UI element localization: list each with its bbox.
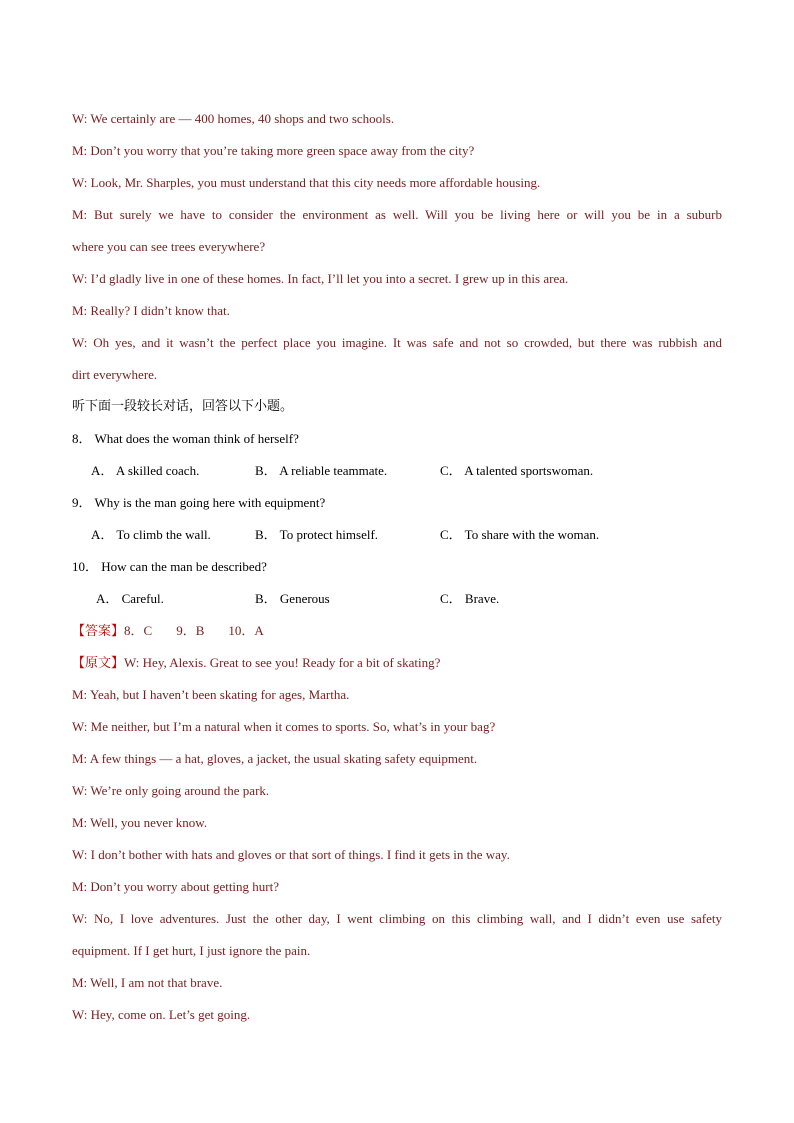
transcript-first-line: [72, 647, 722, 679]
transcript-line: W: Hey, come on. Let’s get going.: [72, 1007, 251, 1022]
option-a: A． To climb the wall.: [91, 527, 211, 542]
option-c: C． A talented sportswoman.: [440, 463, 594, 478]
question-10-options: [72, 583, 722, 615]
option-c: C． Brave.: [440, 591, 500, 606]
answer-line: [72, 615, 722, 647]
transcript-text: W: Hey, Alexis. Great to see you! Ready for a bit of skating?: [124, 655, 441, 670]
dialogue-line: W: We certainly are — 400 homes, 40 shops and two schools.: [72, 111, 395, 126]
question-9-stem: 9． Why is the man going here with equipment?: [72, 495, 326, 510]
transcript-line: W: Me neither, but I’m a natural when it comes to sports. So, what’s in your bag?: [72, 719, 496, 734]
dialogue-line: W: Oh yes, and it wasn’t the perfect place you imagine. It was safe and not so crowded, but there was rubbish and: [72, 335, 722, 350]
option-a: A． A skilled coach.: [91, 463, 200, 478]
transcript-line: W: No, I love adventures. Just the other day, I went climbing on this climbing wall, and I didn’t even use safety: [72, 911, 722, 926]
dialogue-line: M: Really? I didn’t know that.: [72, 303, 230, 318]
transcript-line: M: Well, I am not that brave.: [72, 975, 223, 990]
option-a: A． Careful.: [96, 591, 164, 606]
answer-tag: 【答案】: [72, 624, 125, 639]
dialogue-line: W: Look, Mr. Sharples, you must understand that this city needs more affordable housing.: [72, 175, 541, 190]
transcript-tag: 【原文】: [72, 656, 125, 671]
question-9-options: [72, 519, 722, 551]
question-10-stem: 10． How can the man be described?: [72, 559, 267, 574]
dialogue-line: M: But surely we have to consider the environment as well. Will you be living here or will you be in a suburb: [72, 207, 722, 222]
transcript-line: M: Well, you never know.: [72, 815, 208, 830]
transcript-line: M: Yeah, but I haven’t been skating for ages, Martha.: [72, 687, 350, 702]
option-b: B． Generous: [255, 591, 330, 606]
transcript-line: equipment. If I get hurt, I just ignore the pain.: [72, 943, 311, 958]
answer-item: 10．A: [228, 623, 264, 638]
answer-item: 8．C: [124, 623, 153, 638]
transcript-line: W: I don’t bother with hats and gloves or that sort of things. I find it gets in the way.: [72, 847, 510, 862]
option-b: B． A reliable teammate.: [255, 463, 388, 478]
dialogue-line: M: Don’t you worry that you’re taking more green space away from the city?: [72, 143, 475, 158]
dialogue-line: where you can see trees everywhere?: [72, 239, 266, 254]
transcript-line: M: Don’t you worry about getting hurt?: [72, 879, 280, 894]
option-c: C． To share with the woman.: [440, 527, 600, 542]
listening-instruction: 听下面一段较长对话，回答以下小题。: [72, 399, 294, 414]
answer-item: 9．B: [176, 623, 205, 638]
option-b: B． To protect himself.: [255, 527, 379, 542]
transcript-line: W: We’re only going around the park.: [72, 783, 270, 798]
question-8-stem: 8． What does the woman think of herself?: [72, 431, 299, 446]
dialogue-line: dirt everywhere.: [72, 367, 158, 382]
question-8-options: [72, 455, 722, 487]
dialogue-line: W: I’d gladly live in one of these homes. In fact, I’ll let you into a secret. I grew up in this area.: [72, 271, 569, 286]
transcript-line: M: A few things — a hat, gloves, a jacket, the usual skating safety equipment.: [72, 751, 478, 766]
